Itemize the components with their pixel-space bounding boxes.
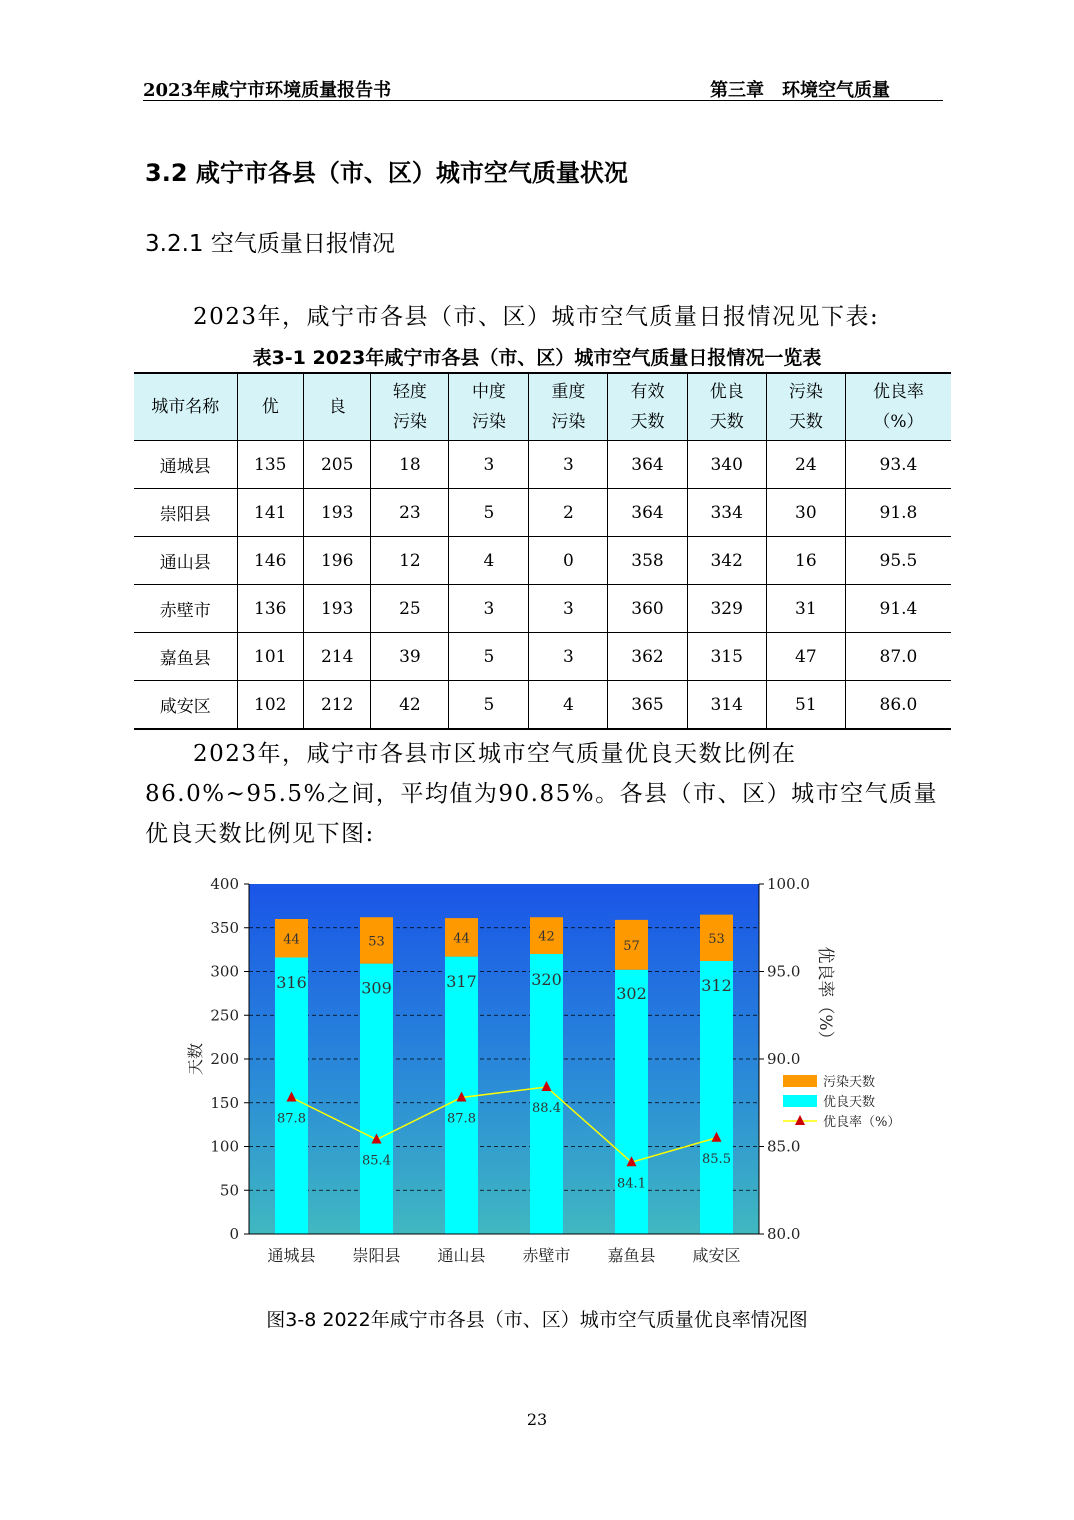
- y-tick-label: 250: [210, 1006, 239, 1025]
- table-header-cell: [845, 373, 951, 441]
- table-cell: 334: [687, 489, 766, 537]
- table-cell: 23: [371, 489, 449, 537]
- table-cell: 365: [608, 681, 687, 730]
- header-report-title: 2023年咸宁市环境质量报告书: [143, 80, 392, 101]
- bar-good-days: [360, 964, 393, 1234]
- bar-polluted-label: 53: [708, 931, 725, 947]
- table-cell: 4: [449, 537, 529, 585]
- summary-paragraph: 2023年，咸宁市各县市区城市空气质量优良天数比例在86.0%~95.5%之间，平均值为90.85%。各县（市、区）城市空气质量优良天数比例见下图:: [145, 741, 939, 847]
- x-tick-label: 咸安区: [692, 1246, 741, 1265]
- table-cell: 4: [529, 681, 608, 730]
- y-axis-title: 天数: [186, 1042, 205, 1076]
- header-text: 污染: [471, 412, 506, 432]
- table-cell: 通山县: [134, 537, 237, 585]
- x-tick-label: 嘉鱼县: [607, 1246, 656, 1265]
- y-tick-label: 0: [229, 1225, 239, 1243]
- x-tick-label: 赤壁市: [522, 1246, 571, 1265]
- table-cell: 193: [303, 489, 370, 537]
- bar-good-label: 316: [276, 972, 307, 992]
- table-cell: 3: [449, 441, 529, 489]
- table-header-cell: [449, 373, 529, 441]
- bar-good-label: 320: [531, 969, 562, 989]
- table-cell: 212: [303, 681, 370, 730]
- header-text: （%）: [873, 412, 924, 432]
- table-cell: 193: [303, 585, 370, 633]
- table-cell: 93.4: [845, 441, 951, 489]
- bar-good-label: 312: [701, 976, 732, 996]
- table-cell: 24: [766, 441, 845, 489]
- figure-caption: 图3-8 2022年咸宁市各县（市、区）城市空气质量优良率情况图: [266, 1309, 808, 1331]
- table-cell: 39: [371, 633, 449, 681]
- header-text: 良: [328, 397, 346, 417]
- table-cell: 31: [766, 585, 845, 633]
- page-number: 23: [526, 1410, 548, 1429]
- table-cell: 101: [237, 633, 303, 681]
- legend-label-good: 优良天数: [823, 1095, 876, 1110]
- bar-polluted-label: 53: [368, 934, 385, 950]
- intro-paragraph: 2023年，咸宁市各县（市、区）城市空气质量日报情况见下表:: [193, 304, 880, 330]
- table-cell: 3: [529, 585, 608, 633]
- table-cell: 30: [766, 489, 845, 537]
- rate-label: 84.1: [617, 1176, 646, 1192]
- subsection-title: 3.2.1 空气质量日报情况: [145, 231, 395, 257]
- rate-label: 87.8: [447, 1111, 476, 1127]
- table-cell: 340: [687, 441, 766, 489]
- table-cell: 135: [237, 441, 303, 489]
- table-cell: 3: [529, 633, 608, 681]
- y2-axis-title: 优良率（%）: [815, 946, 835, 1048]
- header-text: 优良率: [872, 382, 924, 402]
- header-text: 有效: [630, 382, 665, 402]
- y2-tick-label: 100.0: [767, 875, 810, 893]
- header-divider: [143, 100, 943, 101]
- y-tick-label: 300: [210, 962, 239, 981]
- bar-good-label: 317: [446, 972, 477, 992]
- table-cell: 嘉鱼县: [134, 633, 237, 681]
- table-cell: 16: [766, 537, 845, 585]
- table-cell: 91.8: [845, 489, 951, 537]
- table-cell: 86.0: [845, 681, 951, 730]
- header-text: 污染: [551, 412, 586, 432]
- table-cell: 崇阳县: [134, 489, 237, 537]
- table-cell: 196: [303, 537, 370, 585]
- y-tick-label: 400: [210, 875, 239, 893]
- header-text: 污染: [392, 412, 427, 432]
- y-tick-label: 100: [210, 1137, 239, 1156]
- y-tick-label: 50: [219, 1181, 239, 1200]
- air-quality-chart: [175, 865, 915, 1275]
- table-cell: 205: [303, 441, 370, 489]
- y2-tick-label: 80.0: [767, 1225, 801, 1243]
- table-cell: 141: [237, 489, 303, 537]
- rate-label: 88.4: [532, 1101, 561, 1116]
- y-tick-label: 350: [210, 918, 239, 937]
- table-cell: 3: [529, 441, 608, 489]
- legend-swatch-good: [783, 1095, 817, 1107]
- table-row: [134, 633, 951, 681]
- header-text: 优: [261, 397, 279, 417]
- legend-marker-rate: [795, 1115, 805, 1125]
- table-cell: 42: [371, 681, 449, 730]
- table-header-cell: [529, 373, 608, 441]
- table-header-cell: [766, 373, 845, 441]
- table-cell: 87.0: [845, 633, 951, 681]
- bar-good-label: 302: [616, 983, 647, 1003]
- table-cell: 329: [687, 585, 766, 633]
- table-cell: 102: [237, 681, 303, 730]
- table-cell: 通城县: [134, 441, 237, 489]
- table-cell: 5: [449, 633, 529, 681]
- table-cell: 咸安区: [134, 681, 237, 730]
- table-cell: 25: [371, 585, 449, 633]
- table-row: [134, 537, 951, 585]
- table-cell: 赤壁市: [134, 585, 237, 633]
- bar-good-days: [700, 961, 733, 1234]
- bar-polluted-label: 57: [623, 938, 640, 954]
- y-tick-label: 200: [210, 1050, 239, 1068]
- table-row: [134, 585, 951, 633]
- bar-good-days: [615, 970, 648, 1234]
- bar-polluted-label: 42: [538, 929, 555, 945]
- header-chapter-title: 第三章 环境空气质量: [710, 80, 890, 101]
- x-tick-label: 通城县: [267, 1246, 316, 1265]
- table-cell: 314: [687, 681, 766, 730]
- air-quality-table: [134, 372, 951, 730]
- table-cell: 362: [608, 633, 687, 681]
- table-header-cell: [687, 373, 766, 441]
- table-cell: 146: [237, 537, 303, 585]
- legend-label-polluted: 污染天数: [823, 1075, 876, 1090]
- table-cell: 364: [608, 489, 687, 537]
- rate-label: 85.5: [702, 1151, 731, 1167]
- table-cell: 3: [449, 585, 529, 633]
- table-cell: 364: [608, 441, 687, 489]
- table-cell: 18: [371, 441, 449, 489]
- header-text: 污染: [788, 382, 823, 402]
- rate-label: 85.4: [362, 1153, 391, 1169]
- bar-polluted-label: 44: [283, 932, 300, 948]
- table-header-cell: [371, 373, 449, 441]
- x-tick-label: 崇阳县: [352, 1246, 401, 1265]
- table-cell: 136: [237, 585, 303, 633]
- table-header-cell: [237, 373, 303, 441]
- table-header-cell: [608, 373, 687, 441]
- table-cell: 12: [371, 537, 449, 585]
- table-cell: 0: [529, 537, 608, 585]
- legend-label-rate: 优良率（%）: [823, 1115, 901, 1130]
- table-row: [134, 489, 951, 537]
- table-cell: 315: [687, 633, 766, 681]
- header-text: 轻度: [392, 382, 427, 402]
- table-cell: 342: [687, 537, 766, 585]
- bar-good-label: 309: [361, 978, 392, 998]
- table-row: [134, 441, 951, 489]
- bar-good-days: [530, 954, 563, 1234]
- table-cell: 358: [608, 537, 687, 585]
- rate-label: 87.8: [277, 1111, 306, 1127]
- header-text: 重度: [551, 382, 586, 402]
- header-text: 天数: [630, 412, 665, 432]
- table-row: [134, 681, 951, 730]
- header-text: 天数: [788, 412, 823, 432]
- table-cell: 214: [303, 633, 370, 681]
- table-cell: 5: [449, 681, 529, 730]
- y2-tick-label: 95.0: [767, 962, 801, 981]
- table-cell: 2: [529, 489, 608, 537]
- table-cell: 91.4: [845, 585, 951, 633]
- table-cell: 95.5: [845, 537, 951, 585]
- table-cell: 5: [449, 489, 529, 537]
- table-header-cell: [134, 373, 237, 441]
- y-tick-label: 150: [210, 1093, 239, 1112]
- x-tick-label: 通山县: [437, 1246, 486, 1265]
- table-cell: 51: [766, 681, 845, 730]
- header-text: 中度: [471, 382, 506, 402]
- header-text: 天数: [709, 412, 744, 432]
- table-header-cell: [303, 373, 370, 441]
- bar-polluted-label: 44: [453, 931, 470, 947]
- table-cell: 360: [608, 585, 687, 633]
- header-text: 优良: [709, 382, 744, 402]
- table-cell: 47: [766, 633, 845, 681]
- y2-tick-label: 85.0: [767, 1137, 801, 1156]
- legend-swatch-polluted: [783, 1075, 817, 1087]
- y2-tick-label: 90.0: [767, 1050, 801, 1068]
- section-title: 3.2 咸宁市各县（市、区）城市空气质量状况: [145, 159, 628, 187]
- table-caption: 表3-1 2023年咸宁市各县（市、区）城市空气质量日报情况一览表: [252, 347, 822, 369]
- header-text: 城市名称: [151, 397, 220, 417]
- table-header-row: [134, 373, 951, 441]
